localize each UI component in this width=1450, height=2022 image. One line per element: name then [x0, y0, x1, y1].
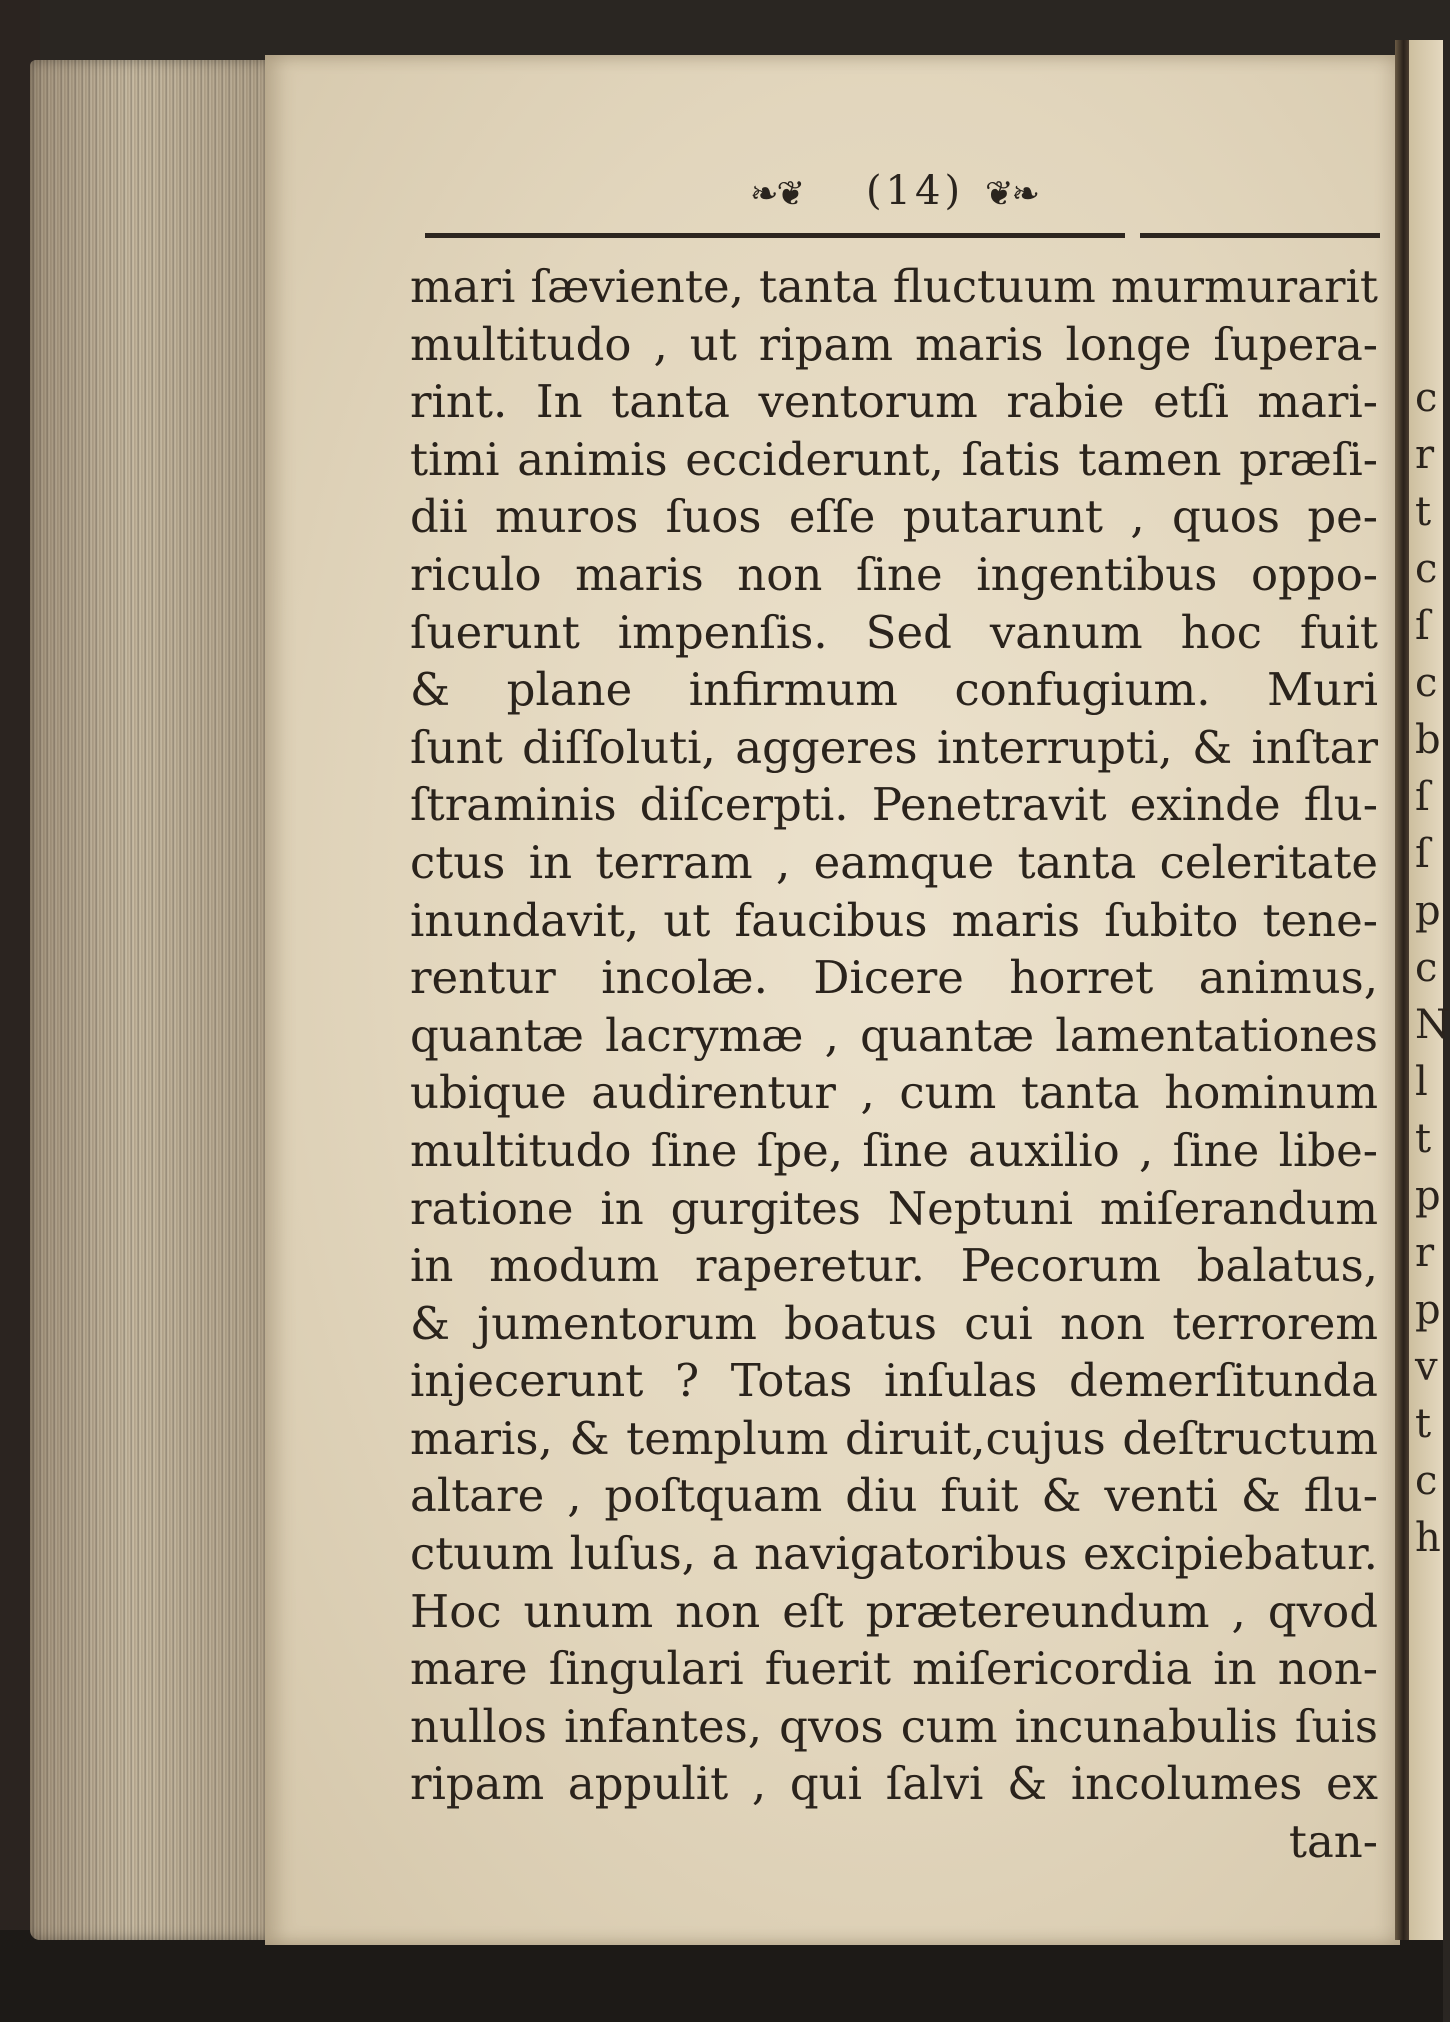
facing-page-letters: c r t c ſ c b ſ ſ p c N l t p r p v t c h: [1415, 375, 1450, 1561]
header-rule: [425, 233, 1125, 238]
text-line: ubique audirentur , cum tanta hominum: [410, 1066, 1378, 1120]
text-line: timi animis ecciderunt, ſatis tamen præſi-: [410, 432, 1378, 486]
book-gutter: [1395, 40, 1409, 1940]
text-line: ripam appulit , qui ſalvi & incolumes ex: [410, 1757, 1378, 1811]
header-ornament-left: ❧❦: [750, 174, 803, 214]
facing-page-edge: [1409, 40, 1450, 1940]
text-line: ratione in gurgites Neptuni miſerandum: [410, 1181, 1378, 1235]
text-line: nullos infantes, qvos cum incunabulis ſuis: [410, 1699, 1378, 1753]
text-line: injecerunt ? Totas inſulas demerſitunda: [410, 1354, 1378, 1408]
text-line: ctuum luſus, a navigatoribus excipiebatur.: [410, 1527, 1378, 1581]
text-line: & plane infirmum confugium. Muri: [410, 663, 1378, 717]
text-line: maris, & templum diruit,cujus deſtructum: [410, 1411, 1378, 1465]
text-line: riculo maris non ſine ingentibus oppo-: [410, 547, 1378, 601]
page-number: (14): [865, 168, 965, 214]
page-header: [420, 168, 1400, 218]
text-line: mari ſæviente, tanta fluctuum murmurarit: [410, 260, 1378, 313]
text-line: quantæ lacrymæ , quantæ lamentationes: [410, 1008, 1378, 1062]
text-line: & jumentorum boatus cui non terrorem: [410, 1296, 1378, 1350]
text-line: ctus in terram , eamque tanta celeritate: [410, 835, 1378, 889]
text-line: multitudo ſine ſpe, ſine auxilio , ſine libe-: [410, 1123, 1378, 1177]
text-line: Hoc unum non eſt prætereundum , qvod: [410, 1584, 1378, 1638]
text-line: altare , poſtquam diu fuit & venti & flu-: [410, 1469, 1378, 1523]
text-line: mare ſingulari fuerit miſericordia in non-: [410, 1642, 1378, 1696]
header-rule-short: [1140, 233, 1380, 238]
text-line: in modum raperetur. Pecorum balatus,: [410, 1239, 1378, 1293]
text-line: ſunt diſſoluti, aggeres interrupti, & inſtar: [410, 720, 1378, 774]
text-line: rint. In tanta ventorum rabie etſi mari-: [410, 375, 1378, 429]
text-line: ſuerunt impenſis. Sed vanum hoc fuit: [410, 605, 1378, 659]
text-line: multitudo , ut ripam maris longe ſupera-: [410, 317, 1378, 371]
text-line: dii muros ſuos eſſe putarunt , quos pe-: [410, 490, 1378, 544]
catchword: tan-: [1288, 1815, 1378, 1869]
body-text: [410, 258, 1378, 1871]
text-line: ſtraminis diſcerpti. Penetravit exinde flu-: [410, 778, 1378, 832]
text-line: inundavit, ut faucibus maris ſubito tene-: [410, 893, 1378, 947]
header-ornament-right: ❦❧: [985, 174, 1038, 214]
text-line: rentur incolæ. Dicere horret animus,: [410, 951, 1378, 1005]
page-edges-shade: [30, 60, 280, 1940]
